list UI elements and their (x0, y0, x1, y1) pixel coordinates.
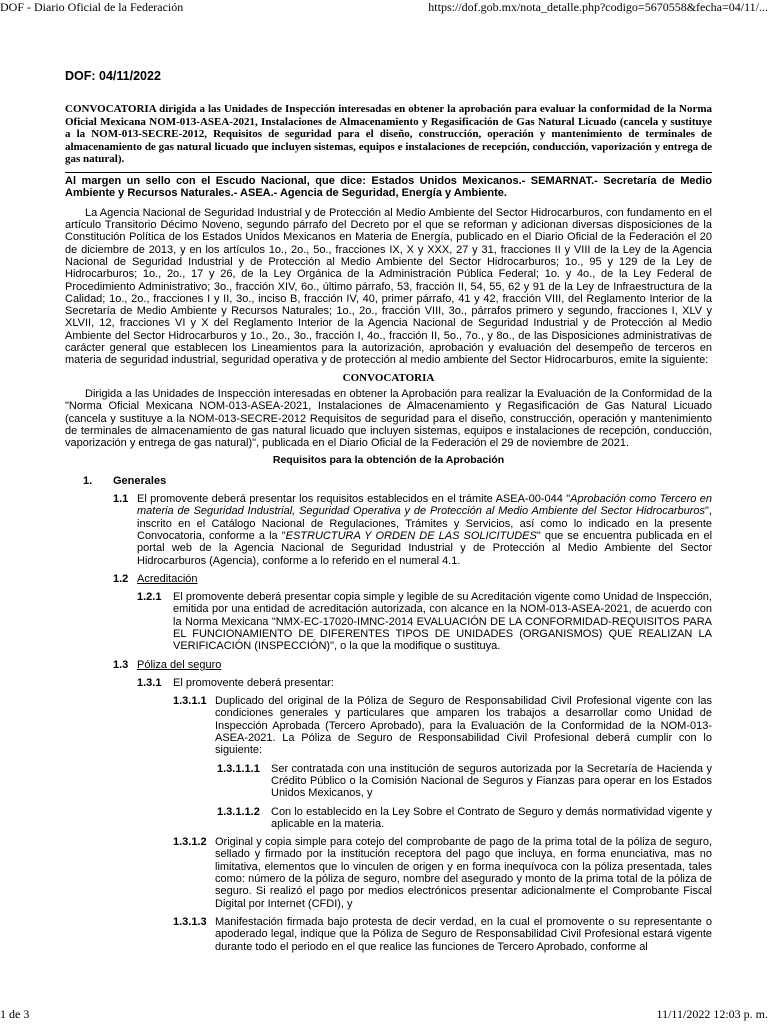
section-1-1 (65, 493, 712, 567)
title-divider (65, 172, 712, 173)
section-1-3 (65, 659, 712, 671)
section-text: Duplicado del original de la Póliza de Seguro de Responsabilidad Civil Profesional vigente con las condiciones generales y particulares que amparen los trabajos a desarrollar como Unidad de Inspección Aprobada (Tercero Aprobado), para la Evaluación de la Conformidad de la NOM-013-ASEA-2021. La Póliza de Seguro de Responsabilidad Civil Profesional deberá cumplir con lo siguiente: (215, 695, 712, 757)
page-url[interactable]: https://dof.gob.mx/nota_detalle.php?codigo=5670558&fecha=04/11/... (428, 0, 768, 14)
section-number: 1.3.1 (137, 676, 162, 689)
section-text: Con lo establecido en la Ley Sobre el Contrato de Seguro y demás normatividad vigente y aplicable en la materia. (271, 805, 712, 830)
section-text: Original y copia simple para cotejo del comprobante de pago de la prima total de la póliza de seguro, sellado y firmado por la institución receptora del pago que incluya, en forma enunciativa, mas no limitativa, elementos que lo vinculen de origen y en forma inequívoca con la póliza presentada, tales como: número de la póliza de seguro, nombre del asegurado y monto de la prima total de la póliza de seguro. Si realizó el pago por medios electrónicos presentar adicionalmente el Comprobante Fiscal Digital por Internet (CFDI), y (215, 836, 712, 910)
section-text: El promovente deberá presentar copia simple y legible de su Acreditación vigente como Unidad de Inspección, emitida por una entidad de acreditación autorizada, con alcance en la NOM-013-ASEA-2021, de acuerdo con la Norma Mexicana "NMX-EC-17020-IMNC-2014 EVALUACIÓN DE LA CONFORMIDAD-REQUISITOS PARA EL FUNCIONAMIENTO DE DIFERENTES TIPOS DE UNIDADES (ORGANISMOS) QUE REALIZAN LA VERIFICACIÓN (INSPECCIÓN)", o la que la modifique o sustituya. (173, 591, 712, 653)
convocatoria-body: Dirigida a las Unidades de Inspección interesadas en obtener la Aprobación para realizar la Evaluación de la Conformidad de la "Norma Oficial Mexicana NOM-013-ASEA-2021, Instalaciones de Almacenamiento y Regasificación de Gas Natural Licuado (cancela y sustituye a la NOM-013-SECRE-2012 Requisitos de seguridad para el diseño, construcción, operación y mantenimiento de terminales de almacenamiento de gas natural licuado que incluyen sistemas, equipos e instalaciones de recepción, conducción, vaporización y entrega de gas natural)", publicada en el Diario Oficial de la Federación el 29 de noviembre de 2021. (65, 387, 712, 450)
section-number: 1.2 (113, 572, 129, 585)
print-header (0, 0, 768, 16)
print-footer (0, 1008, 768, 1024)
section-text: El promovente deberá presentar: (173, 676, 334, 689)
section-number: 1.3.1.1.1 (217, 762, 260, 775)
page-counter: 1 de 3 (0, 1007, 30, 1021)
section-number: 1.3.1.2 (173, 836, 207, 849)
section-1 (65, 475, 712, 487)
section-1-2 (65, 573, 712, 585)
section-text: Manifestación firmada bajo protesta de decir verdad, en la cual el promovente o su representante o apoderado legal, indique que la Póliza de Seguro de Responsabilidad Civil Profesional estará vigente durante todo el periodo en el que realice las funciones de Tercero Aprobado, conforme al (215, 915, 712, 953)
requirements-heading: Requisitos para la obtención de la Aprobación (272, 454, 505, 467)
section-number: 1.2.1 (137, 591, 162, 604)
section-text: Ser contratada con una institución de seguros autorizada por la Secretaría de Hacienda y Crédito Público o la Comisión Nacional de Seguros y Fianzas para operar en los Estados Unidos Mexicanos, y (271, 762, 712, 800)
section-1-3-1-1 (65, 695, 712, 756)
section-title: Póliza del seguro (137, 658, 222, 671)
section-1-3-1 (65, 677, 712, 689)
publication-date: DOF: 04/11/2022 (65, 69, 161, 83)
print-datetime: 11/11/2022 12:03 p. m. (656, 1007, 768, 1021)
document-body (65, 70, 712, 959)
intro-paragraph: La Agencia Nacional de Seguridad Industrial y de Protección al Medio Ambiente del Sector Hidrocarburos, con fundamento en el artículo Transitorio Décimo Noveno, segundo párrafo del Decreto por el que se reforman y adicionan diversas disposiciones de la Constitución Política de los Estados Unidos Mexicanos en Materia de Energía, publicado en el Diario Oficial de la Federación el 20 de diciembre de 2013, y en los artículos 1o., 2o., 5o., fracciones IX, X y XXX, 27 y 31, fracciones II y VIII de la Ley de la Agencia Nacional de Seguridad Industrial y de Protección al Medio Ambiente del Sector Hidrocarburos; 1o., 95 y 129 de la Ley de Hidrocarburos; 1o., 2o., 17 y 26, de la Ley Orgánica de la Administración Pública Federal; 1o. y 4o., de la Ley Federal de Procedimiento Administrativo; 3o., fracción XIV, 6o., último párrafo, 53, fracción II, 54, 55, 62 y 91 de la Ley de Infraestructura de la Calidad; 1o., 2o., fracciones I y II, 3o., inciso B, fracción IV, 40, primer párrafo, 41 y 42, fracción VIII, del Reglamento Interior de la Secretaría de Medio Ambiente y Recursos Naturales; 1o., 2o., fracción VIII, 3o., párrafos primero y segundo, fracciones I, XLV y XLVII, 12, fracciones VI y X del Reglamento Interior de la Agencia Nacional de Seguridad Industrial y de Protección al Medio Ambiente del Sector Hidrocarburos y 1o., 2o., 3o., fracción I, 4o., fracción II, 5o., 7o., y 8o., de las Disposiciones administrativas de carácter general que establecen los Lineamientos para la autorización, aprobación y evaluación del desempeño de terceros en materia de seguridad industrial, seguridad operativa y de protección al medio ambiente del Sector Hidrocarburos, emite la siguiente: (65, 206, 712, 367)
site-title: DOF - Diario Oficial de la Federación (0, 0, 184, 14)
section-number: 1.3.1.1 (173, 695, 207, 708)
margin-seal-note: Al margen un sello con el Escudo Nacional, que dice: Estados Unidos Mexicanos.- SEMARNAT.- Secretaría de Medio Ambiente y Recursos Naturales.- ASEA.- Agencia de Seguridad, Energía y Ambiente. (65, 174, 712, 199)
section-number: 1.3.1.3 (173, 915, 207, 928)
document-title: CONVOCATORIA dirigida a las Unidades de Inspección interesadas en obtener la aprobación para evaluar la conformidad de la Norma Oficial Mexicana NOM-013-ASEA-2021, Instalaciones de Almacenamiento y Regasificación de Gas Natural Licuado (cancela y sustituye a la NOM-013-SECRE-2012, Requisitos de seguridad para el diseño, construcción, operación y mantenimiento de terminales de almacenamiento de gas natural licuado que incluyen sistemas, equipos e instalaciones de recepción, conducción, vaporización y entrega de gas natural). (65, 103, 712, 166)
section-number: 1. (83, 474, 93, 487)
section-number: 1.3 (113, 658, 129, 671)
section-1-2-1 (65, 591, 712, 652)
section-1-3-1-2 (65, 836, 712, 910)
section-1-3-1-1-1 (65, 763, 712, 800)
section-title: Acreditación (137, 572, 198, 585)
section-1-3-1-1-2 (65, 806, 712, 831)
section-1-3-1-3 (65, 916, 712, 953)
section-number: 1.3.1.1.2 (217, 805, 260, 818)
convocatoria-heading: CONVOCATORIA (342, 371, 435, 384)
section-text: El promovente deberá presentar los requisitos establecidos en el trámite ASEA-00-044 "Aprobación como Tercero en materia de Seguridad Industrial, Seguridad Operativa y de Protección al Medio Ambiente del Sector Hidrocarburos", inscrito en el Catálogo Nacional de Regulaciones, Trámites y Servicios, así como lo indicado en la presente Convocatoria, conforme a la "ESTRUCTURA Y ORDEN DE LAS SOLICITUDES" que se encuentra publicada en el portal web de la Agencia Nacional de Seguridad Industrial y de Protección al Medio Ambiente del Sector Hidrocarburos (Agencia), conforme a lo referido en el numeral 4.1. (137, 493, 713, 567)
section-number: 1.1 (113, 493, 129, 506)
section-title: Generales (113, 474, 167, 487)
